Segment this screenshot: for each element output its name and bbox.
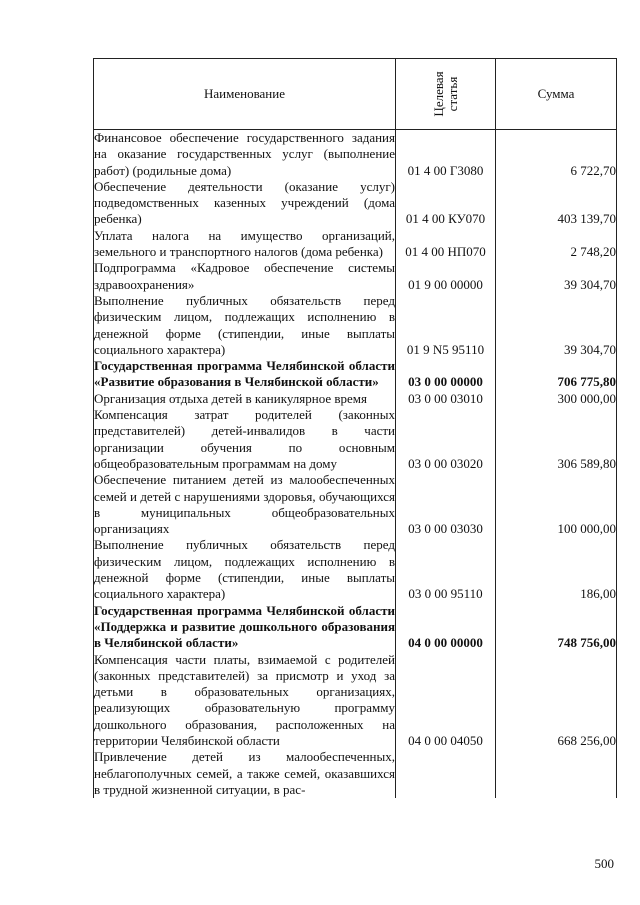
row-name-cell: Обеспечение питанием детей из малообеспеченных семей и детей с нарушениями здоровья, обучающихся в муниципальных общеобразовательных организациях	[94, 472, 395, 537]
row-sum-cell: 39 304,70	[496, 293, 617, 358]
row-code-cell: 03 0 00 03020	[396, 407, 496, 472]
table-row	[94, 228, 617, 261]
row-code-cell: 04 0 00 04050	[396, 652, 496, 750]
row-name-cell: Компенсация части платы, взимаемой с родителей (законных представителей) за присмотр и уход за детьми в образовательных организациях, реализующих образовательную программу дошкольного образования, расположенных на территории Челябинской области	[94, 651, 395, 748]
row-name-cell: Государственная программа Челябинской области «Поддержка и развитие дошкольного образования в Челябинской области»	[94, 602, 395, 651]
row-sum-cell: 6 722,70	[496, 130, 617, 179]
row-sum-cell: 100 000,00	[496, 472, 617, 537]
table-row	[94, 749, 617, 798]
table-row	[94, 537, 617, 602]
row-sum-cell: 403 139,70	[496, 179, 617, 228]
table-row	[94, 391, 617, 407]
table-row	[94, 179, 617, 228]
row-sum-cell	[496, 749, 617, 798]
row-code-cell: 03 0 00 00000	[396, 358, 496, 391]
header-code-line2: статья	[444, 76, 460, 112]
row-name-cell: Уплата налога на имущество организаций, земельного и транспортного налогов (дома ребенка)	[94, 227, 395, 260]
row-name-cell: Выполнение публичных обязательств перед физическим лицом, подлежащих исполнению в денежной форме (стипендии, иные выплаты социального характера)	[94, 292, 395, 357]
row-sum-cell: 668 256,00	[496, 652, 617, 750]
row-name-cell: Привлечение детей из малообеспеченных, неблагополучных семей, а также семей, оказавшихся в трудной жизненной ситуации, в рас-	[94, 749, 395, 797]
row-sum-cell: 300 000,00	[496, 391, 617, 407]
table-header-row	[94, 59, 617, 130]
row-name-cell: Выполнение публичных обязательств перед физическим лицом, подлежащих исполнению в денежной форме (стипендии, иные выплаты социального характера)	[94, 537, 395, 602]
row-code-cell: 01 9 N5 95110	[396, 293, 496, 358]
row-name-cell: Компенсация затрат родителей (законных представителей) детей-инвалидов в части организации обучения по основным общеобразовательным программам на дому	[94, 407, 395, 471]
row-name-cell: Организация отдыха детей в каникулярное время	[94, 391, 396, 407]
row-name-cell: Финансовое обеспечение государственного задания на оказание государственных услуг (выполнение работ) (родильные дома)	[94, 130, 395, 178]
row-sum-cell: 2 748,20	[496, 228, 617, 261]
row-sum-cell: 39 304,70	[496, 260, 617, 293]
row-code-cell: 01 9 00 00000	[396, 260, 496, 293]
table-row	[94, 652, 617, 750]
row-name-cell: Обеспечение деятельности (оказание услуг) подведомственных казенных учреждений (дома ребенка)	[94, 178, 395, 227]
table-row	[94, 130, 617, 179]
row-code-cell: 01 4 00 НП070	[396, 228, 496, 261]
table-body	[94, 130, 617, 799]
row-sum-cell: 186,00	[496, 537, 617, 602]
header-sum: Сумма	[496, 59, 617, 130]
table-row	[94, 293, 617, 358]
row-code-cell: 03 0 00 03030	[396, 472, 496, 537]
header-target-article	[396, 59, 496, 130]
table-row	[94, 358, 617, 391]
row-code-cell: 01 4 00 Г3080	[396, 130, 496, 179]
row-code-cell: 03 0 00 03010	[396, 391, 496, 407]
row-sum-cell: 706 775,80	[496, 358, 617, 391]
table-row	[94, 407, 617, 472]
row-name-cell: Государственная программа Челябинской области «Развитие образования в Челябинской области»	[94, 358, 395, 390]
page-number: 500	[594, 856, 614, 871]
row-code-cell	[396, 749, 496, 798]
table-row	[94, 603, 617, 652]
row-sum-cell: 748 756,00	[496, 603, 617, 652]
row-code-cell: 04 0 00 00000	[396, 603, 496, 652]
table-row	[94, 260, 617, 293]
header-code-line1: Целевая	[430, 71, 446, 117]
header-name: Наименование	[94, 59, 396, 130]
row-code-cell: 03 0 00 95110	[396, 537, 496, 602]
row-code-cell: 01 4 00 КУ070	[396, 179, 496, 228]
budget-table	[93, 58, 617, 798]
table-row	[94, 472, 617, 537]
row-name-cell: Подпрограмма «Кадровое обеспечение системы здравоохранения»	[94, 260, 395, 292]
row-sum-cell: 306 589,80	[496, 407, 617, 472]
